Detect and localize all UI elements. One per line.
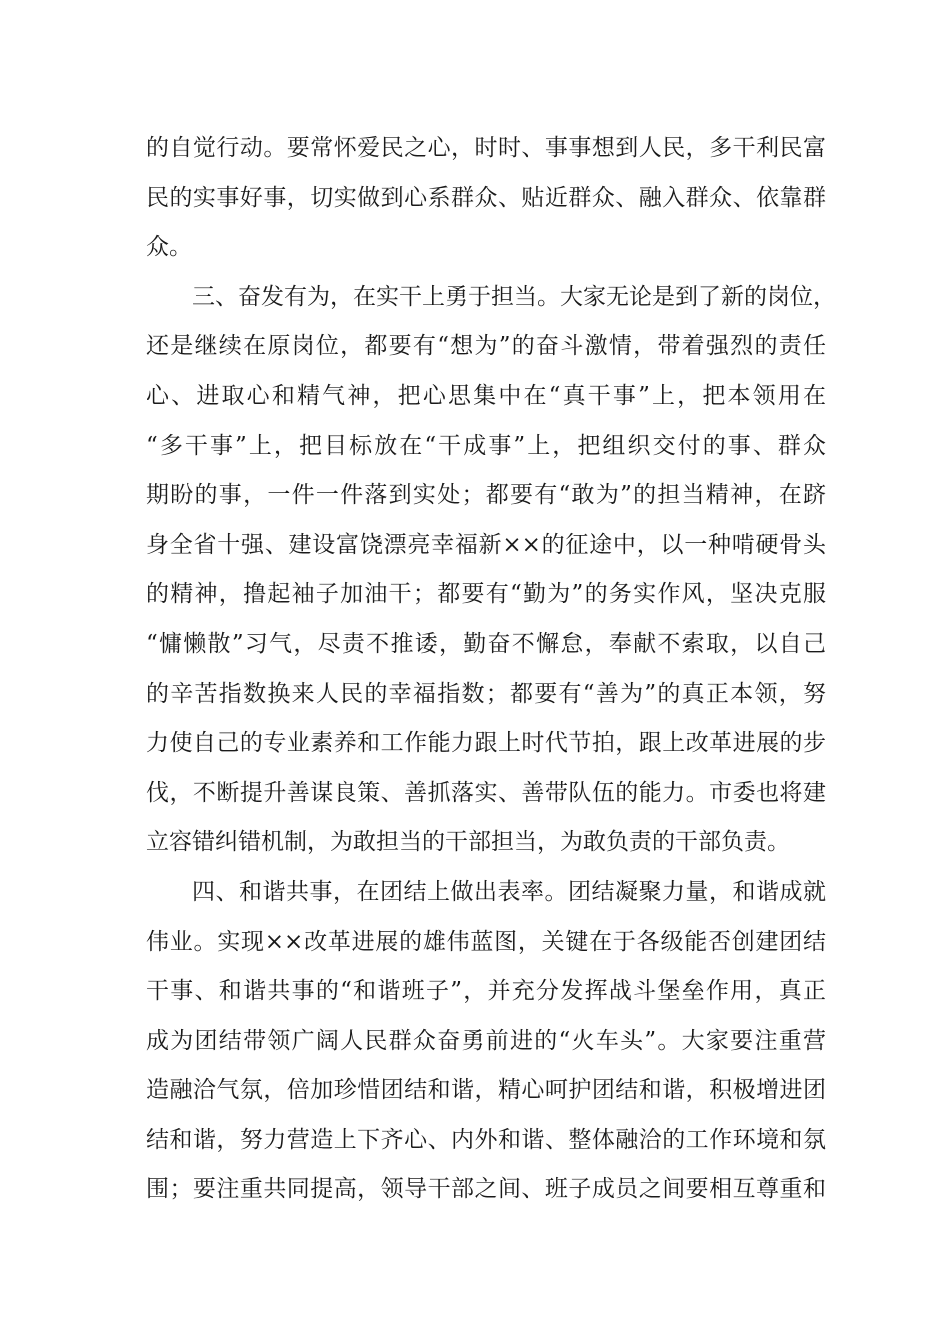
- text-line: 伟业。实现××改革进展的雄伟蓝图，关键在于各级能否创建团结: [146, 928, 826, 955]
- text-line: 立容错纠错机制，为敢担当的干部担当，为敢负责的干部负责。: [146, 829, 790, 856]
- text-line: “多干事”上，把目标放在“干成事”上，把组织交付的事、群众: [146, 432, 826, 459]
- body-text: [146, 124, 836, 1215]
- text-line: “慵懒散”习气，尽责不推诿，勤奋不懈怠，奉献不索取，以自己: [146, 630, 826, 657]
- text-line: 民的实事好事，切实做到心系群众、贴近群众、融入群众、依靠群: [146, 184, 826, 211]
- text-line: 还是继续在原岗位，都要有“想为”的奋斗激情，带着强烈的责任: [146, 333, 826, 360]
- text-line: 成为团结带领广阔人民群众奋勇前进的“火车头”。大家要注重营: [146, 1027, 826, 1054]
- text-line: 的精神，撸起袖子加油干；都要有“勤为”的务实作风，坚决克服: [146, 581, 826, 608]
- text-line: 三、奋发有为，在实干上勇于担当。大家无论是到了新的岗位，: [192, 283, 836, 310]
- text-line: 结和谐，努力营造上下齐心、内外和谐、整体融洽的工作环境和氛: [146, 1126, 826, 1153]
- text-line: 伐，不断提升善谋良策、善抓落实、善带队伍的能力。市委也将建: [146, 779, 826, 806]
- text-line: 造融洽气氛，倍加珍惜团结和谐，精心呵护团结和谐，积极增进团: [146, 1077, 826, 1104]
- text-line: 四、和谐共事，在团结上做出表率。团结凝聚力量，和谐成就: [192, 878, 826, 905]
- text-line: 期盼的事，一件一件落到实处；都要有“敢为”的担当精神，在跻: [146, 482, 826, 509]
- text-line: 的自觉行动。要常怀爱民之心，时时、事事想到人民，多干利民富: [146, 135, 826, 161]
- text-line: 力使自己的专业素养和工作能力跟上时代节拍，跟上改革进展的步: [146, 730, 826, 757]
- text-line: 众。: [146, 234, 192, 261]
- text-line: 干事、和谐共事的“和谐班子”，并充分发挥战斗堡垒作用，真正: [146, 978, 826, 1005]
- text-line: 的辛苦指数换来人民的幸福指数；都要有“善为”的真正本领，努: [146, 680, 826, 707]
- text-line: 围；要注重共同提高，领导干部之间、班子成员之间要相互尊重和: [146, 1176, 826, 1203]
- text-line: 心、进取心和精气神，把心思集中在“真干事”上，把本领用在: [146, 382, 826, 409]
- text-line: 身全省十强、建设富饶漂亮幸福新××的征途中，以一种啃硬骨头: [146, 531, 826, 558]
